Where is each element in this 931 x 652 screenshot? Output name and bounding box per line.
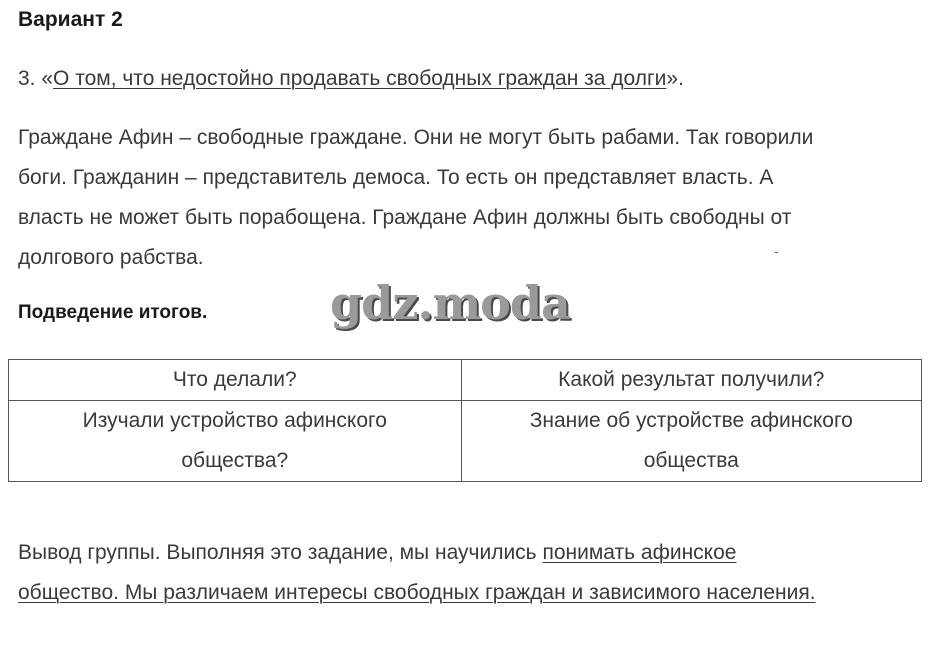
conclusion-line-1 bbox=[18, 533, 816, 573]
watermark-logo: gdz.moda bbox=[330, 276, 570, 330]
table-row bbox=[9, 401, 922, 482]
table-cell bbox=[9, 401, 462, 482]
stray-mark: - bbox=[774, 243, 779, 259]
table-cell bbox=[461, 401, 921, 482]
paragraph-line: Граждане Афин – свободные граждане. Они не могут быть рабами. Так говорили bbox=[18, 126, 814, 149]
table-cell-text: Знание об устройстве афинского общества bbox=[529, 409, 853, 472]
task-title-underlined: О том, что недостойно продавать свободных граждан за долги bbox=[53, 67, 667, 90]
conclusion-line-2 bbox=[18, 573, 816, 613]
answer-paragraph bbox=[18, 118, 918, 278]
table-header-cell: Какой результат получили? bbox=[461, 360, 921, 401]
table-header-cell: Что делали? bbox=[9, 360, 462, 401]
paragraph-line: боги. Гражданин – представитель демоса. То есть он представляет власть. А bbox=[18, 166, 774, 189]
paragraph-line: долгового рабства. bbox=[18, 246, 204, 269]
summary-heading: Подведение итогов. bbox=[18, 302, 208, 323]
variant-heading: Вариант 2 bbox=[18, 8, 123, 31]
results-table bbox=[8, 359, 922, 482]
group-conclusion bbox=[18, 533, 816, 613]
table-cell-text: Изучали устройство афинского общества? bbox=[82, 409, 387, 472]
conclusion-underlined-1: понимать афинское bbox=[542, 541, 737, 564]
table-header-row bbox=[9, 360, 922, 401]
paragraph-line: власть не может быть порабощена. Граждане Афин должны быть свободны от bbox=[18, 206, 792, 229]
conclusion-underlined-2: общество. Мы различаем интересы свободных граждан и зависимого населения. bbox=[18, 581, 816, 604]
task-suffix: ». bbox=[666, 67, 684, 90]
conclusion-plain: Вывод группы. Выполняя это задание, мы научились bbox=[18, 541, 543, 564]
task-title bbox=[18, 65, 684, 93]
task-prefix: 3. « bbox=[18, 67, 54, 90]
